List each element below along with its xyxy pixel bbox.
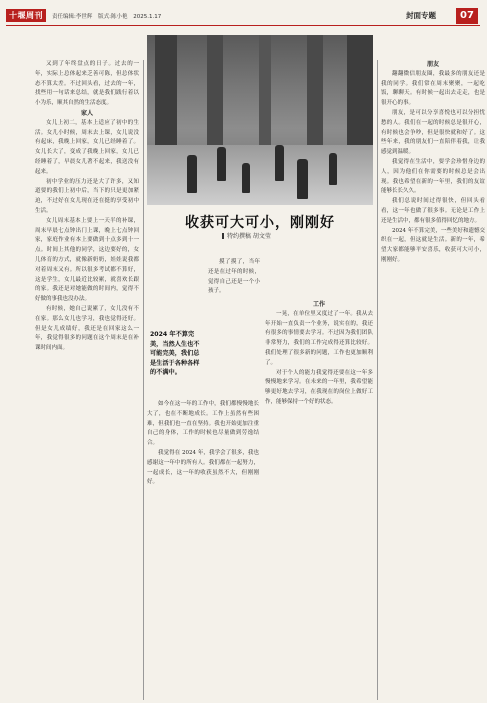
paragraph: 有时候，她自己说累了，女儿没有不在家。那么女儿也学习，我也觉得还好。但是女儿成绩好，我还是在回家这么一年，我觉得很多的问题在这个周末是在补课时间内面。 <box>35 305 139 352</box>
article-title: 收获可大可小，刚刚好 <box>185 215 335 231</box>
paragraph: 对于个人的能力我觉得还要在这一年多慢慢地来学习。在未来的一年里，我希望能够更好地去学习，在我现在的岗位上做好工作，能够保持一个好的状态。 <box>265 369 373 405</box>
section-heading-friends: 朋友 <box>426 61 439 68</box>
section-heading-work: 工作 <box>312 301 325 308</box>
column-c <box>147 400 259 488</box>
paragraph: 女儿周末基本上要上一天半的补课，周末早晨七点钟出门上课，晚上七点钟回家，家庭作业有本上要做到十点多到十一点。时间上其他的同学，这边要好的，女儿体育的方式，就像新奶奶，娃娃说我都对着周末又有。所以很多考试都不算好，这是学生，女儿最近比较累，就喜欢长跟的家。我还是对她能做的时间内，觉得不好做的事我也没办法。 <box>35 217 139 303</box>
paragraph: 朋友，是可以分享喜悦也可以分担忧愁的人。我们在一起的时候总是很开心，有时候也会争吵，但是很快就和好了。这些年来，我的朋友们一直陪伴着我，让我感觉到温暖。 <box>381 109 485 156</box>
paragraph: 如今在这一年的工作中，我们都慢慢地长大了，也在不断地成长。工作上虽然有些困难，但我们也一直在坚持。我也开始更加注重自己的身体，工作的时候也尽量做到劳逸结合。 <box>147 401 259 447</box>
paragraph: 2024 年不算完美，一些美好和遗憾交织在一起，但这就是生活。新的一年，希望大家都能够平安喜乐，收获可大可小，刚刚好。 <box>381 227 485 263</box>
paragraph: 我们总说时间过得很快，但回头看看，这一年也做了很多事。无论是工作上还是生活中，都有很多值得回忆的地方。 <box>381 198 485 224</box>
designer-credit: 版式:陈小艳 <box>98 14 128 20</box>
pull-quote: 2024 年不算完美，当然人生也不可能完美，我们总是生活于各种各样的不满中。 <box>150 331 200 377</box>
paragraph: 一晃，在单位里又度过了一年。我从去年开始一直负责一个业务，说实在的，我还有很多的事情要去学习。不过因为我们团队非常努力，我们的工作完成得还算比较好。我们处理了很多新的问题，工作也更加顺利了。 <box>265 310 373 366</box>
article-byline <box>222 231 271 240</box>
column-b-upper <box>208 258 260 297</box>
column-divider <box>143 60 144 700</box>
newspaper-logo <box>6 9 46 22</box>
article-photo <box>147 35 373 205</box>
paragraph: 女儿上初二，基本上适应了初中的生活。女儿小时候，周末去上课，女儿说没有起床，我晚上回家，女儿已经睡着了。女儿长大了，变成了我晚上回家，女儿已经睡着了，早晨女儿著不起来，我送没有起来。 <box>35 119 139 175</box>
issue-date: 2025.1.17 <box>133 14 162 20</box>
byline-text: 特约撰稿 胡文莹 <box>227 233 271 240</box>
editor-credit: 责任编辑:李世辉 <box>52 14 93 20</box>
column-d <box>381 60 485 266</box>
paragraph: 我觉得在 2024 年，我学会了很多，我也感谢这一年中的所有人。我们都在一起努力，一起成长，这一年的收获虽然不大，但刚刚好。 <box>147 449 259 486</box>
page-number: 07 <box>456 8 478 24</box>
column-a <box>35 60 139 354</box>
column-b <box>265 300 373 408</box>
header-credits <box>52 12 165 20</box>
section-heading-family: 家人 <box>80 109 93 117</box>
logo-text: 十堰周刊 <box>9 11 43 20</box>
column-divider <box>377 60 378 700</box>
page-header <box>0 0 487 26</box>
paragraph: 又到了年终盘点的日子。过去的一年，实际上总体起来乏善可陈，但总体状态不算太差。不过回头看，过去的一年，找些用一句话来总结，就是我们践行着以小为乐，顺其自然的生活态度。 <box>35 61 139 107</box>
section-name: 封面专题 <box>406 11 436 20</box>
paragraph: 我觉得在生活中，要学会珍惜身边的人，因为他们在你需要的时候总是会出现。我也希望在新的一年里，我们的友谊能够长长久久。 <box>381 158 485 195</box>
paragraph: 摸了摸了，当年还是在过年的时候，觉得自己还是一个小孩子。 <box>208 259 260 295</box>
paragraph: 翻翻微信朋友圈，我最多的朋友还是我的同学。我们常在周末聚聚，一起吃饭，聊聊天。有时候一起出去走走，也是很开心的事。 <box>381 70 485 107</box>
paragraph: 初中学业的压力还是大了许多，又知道要的我们上初中后，当下的只是更加紧迫，不过好在女儿现在还在挺的享受初中生活。 <box>35 178 139 214</box>
header-rule <box>6 25 480 26</box>
